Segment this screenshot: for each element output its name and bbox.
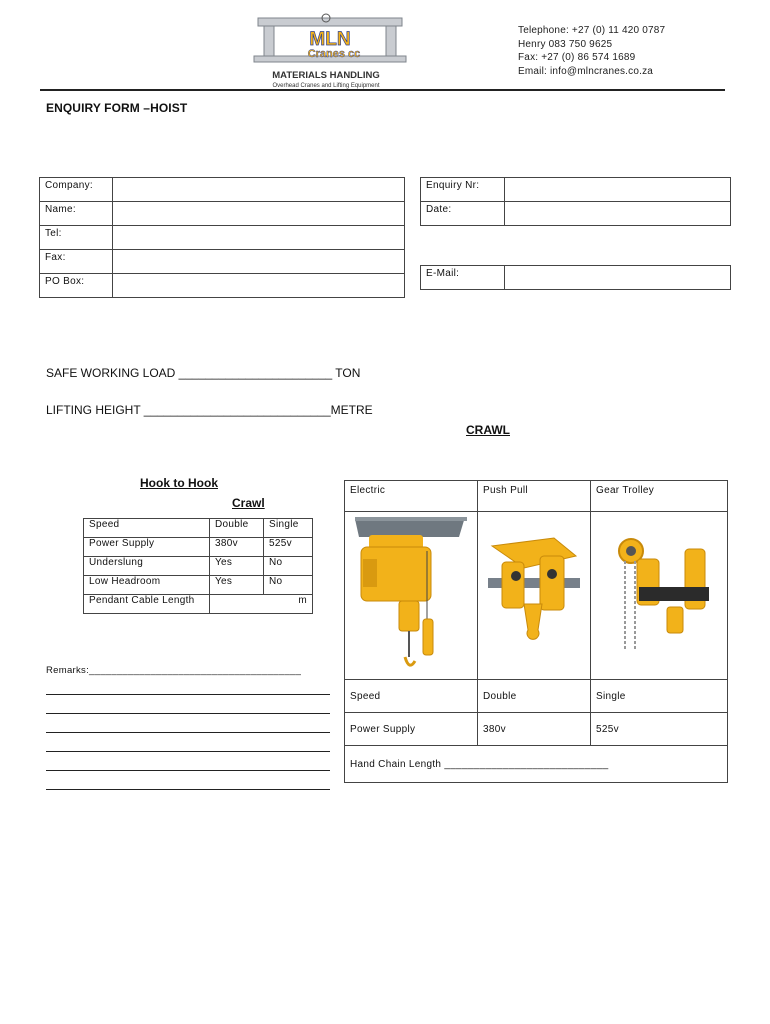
option-choice[interactable]: 380v xyxy=(478,713,591,746)
remarks-line[interactable] xyxy=(46,770,330,771)
contact-email: Email: info@mlncranes.co.za xyxy=(518,65,654,77)
option-choice[interactable]: Double xyxy=(210,519,264,538)
name-field[interactable] xyxy=(113,202,405,226)
option-label: Speed xyxy=(345,680,478,713)
hoist-options-table xyxy=(83,518,313,614)
crawl-heading: CRAWL xyxy=(466,423,510,437)
pendant-cable-field[interactable]: m xyxy=(210,595,313,614)
company-field[interactable] xyxy=(113,178,405,202)
option-choice[interactable]: 380v xyxy=(210,538,264,557)
gear-trolley-image xyxy=(591,512,728,680)
table-row xyxy=(345,680,728,713)
table-row xyxy=(84,595,313,614)
option-choice[interactable]: Double xyxy=(478,680,591,713)
table-row xyxy=(345,713,728,746)
email-label: E-Mail: xyxy=(421,266,505,290)
remarks-label[interactable]: Remarks:______________________________________ xyxy=(46,665,302,676)
remarks-line[interactable] xyxy=(46,751,330,752)
push-pull-trolley-image xyxy=(478,512,591,680)
svg-text:MLN: MLN xyxy=(309,29,351,50)
option-label: Power Supply xyxy=(84,538,210,557)
option-choice[interactable]: No xyxy=(264,576,313,595)
option-choice[interactable]: Single xyxy=(591,680,728,713)
header-divider xyxy=(40,89,725,91)
company-logo xyxy=(250,12,410,90)
tel-field[interactable] xyxy=(113,226,405,250)
crawl-subheading: Crawl xyxy=(232,496,265,510)
table-row xyxy=(84,519,313,538)
tel-label: Tel: xyxy=(40,226,113,250)
remarks-line[interactable] xyxy=(46,694,330,695)
lifting-height-line[interactable]: LIFTING HEIGHT ____________________________METRE xyxy=(46,403,373,417)
option-label: Power Supply xyxy=(345,713,478,746)
logo-tagline: Overhead Cranes and Lifting Equipment xyxy=(272,83,380,89)
fax-label: Fax: xyxy=(40,250,113,274)
option-choice[interactable]: 525v xyxy=(591,713,728,746)
trolley-type-gear[interactable]: Gear Trolley xyxy=(591,481,728,512)
hand-chain-length-field[interactable]: Hand Chain Length ____________________________ xyxy=(345,746,728,783)
remarks-line[interactable] xyxy=(46,713,330,714)
remarks-line[interactable] xyxy=(46,789,330,790)
pendant-cable-label: Pendant Cable Length xyxy=(84,595,210,614)
table-row xyxy=(84,557,313,576)
contact-details xyxy=(518,24,665,78)
client-details-table xyxy=(39,177,405,298)
trolley-options-table xyxy=(344,480,728,783)
date-field[interactable] xyxy=(505,202,731,226)
date-label: Date: xyxy=(421,202,505,226)
option-label: Underslung xyxy=(84,557,210,576)
contact-fax: Fax: +27 (0) 86 574 1689 xyxy=(518,52,636,63)
option-choice[interactable]: Yes xyxy=(210,557,264,576)
electric-hoist-image xyxy=(345,512,478,680)
trolley-type-electric[interactable]: Electric xyxy=(345,481,478,512)
option-label: Low Headroom xyxy=(84,576,210,595)
option-choice[interactable]: Single xyxy=(264,519,313,538)
option-label: Speed xyxy=(84,519,210,538)
email-field[interactable] xyxy=(505,266,731,290)
form-title: ENQUIRY FORM –HOIST xyxy=(46,101,188,115)
po-box-label: PO Box: xyxy=(40,274,113,298)
table-row xyxy=(84,576,313,595)
name-label: Name: xyxy=(40,202,113,226)
hook-to-hook-heading: Hook to Hook xyxy=(140,476,218,490)
option-choice[interactable]: No xyxy=(264,557,313,576)
svg-text:Cranes cc: Cranes cc xyxy=(307,48,361,60)
table-row xyxy=(84,538,313,557)
enquiry-details-table xyxy=(420,177,731,226)
safe-working-load-line[interactable]: SAFE WORKING LOAD _______________________ TON xyxy=(46,366,361,380)
option-choice[interactable]: 525v xyxy=(264,538,313,557)
po-box-field[interactable] xyxy=(113,274,405,298)
enquiry-nr-label: Enquiry Nr: xyxy=(421,178,505,202)
email-table xyxy=(420,265,731,290)
contact-mobile: Henry 083 750 9625 xyxy=(518,38,613,50)
option-choice[interactable]: Yes xyxy=(210,576,264,595)
fax-field[interactable] xyxy=(113,250,405,274)
contact-telephone: Telephone: +27 (0) 11 420 0787 xyxy=(518,25,666,36)
company-label: Company: xyxy=(40,178,113,202)
remarks-line[interactable] xyxy=(46,732,330,733)
logo-subtitle: MATERIALS HANDLING xyxy=(272,70,380,81)
trolley-type-push-pull[interactable]: Push Pull xyxy=(478,481,591,512)
enquiry-nr-field[interactable] xyxy=(505,178,731,202)
